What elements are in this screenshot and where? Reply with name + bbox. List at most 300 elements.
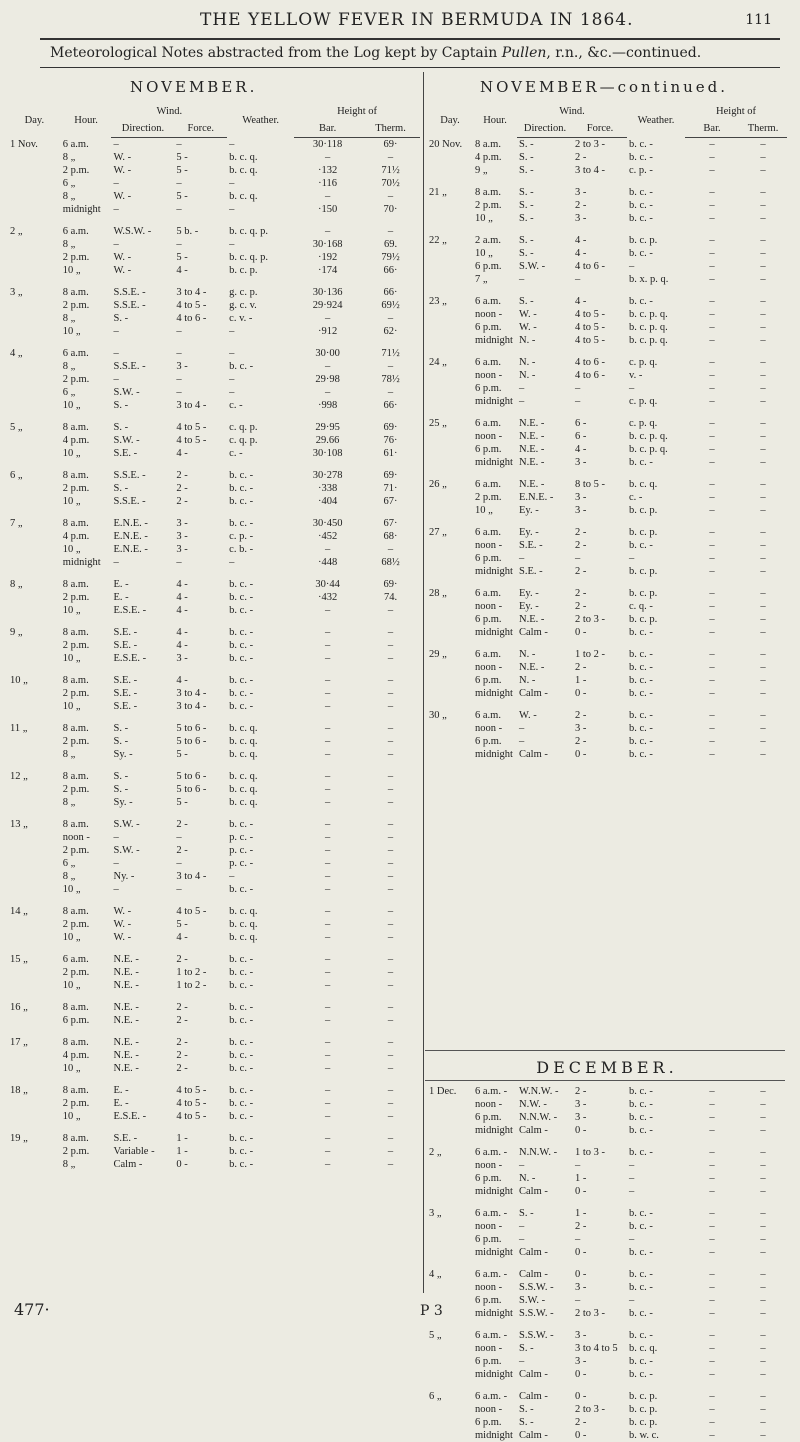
cell-direction: Calm - [519,627,548,638]
cell-bar: – [324,1037,331,1048]
cell-hour: 6 p.m. [475,736,502,747]
cell-direction: S. - [113,784,129,795]
cell-weather: c. p. - [629,165,653,176]
row-gap [8,761,420,770]
cell-weather: b. c. p. [229,265,258,276]
cell-bar: – [709,492,715,503]
row-spacer [427,639,787,648]
cell-weather: b. c. - [229,701,254,712]
cell-day: 6 „ [10,470,23,481]
cell-force: 0 - [575,749,587,760]
cell-force: 2 to 3 - [575,1404,606,1415]
cell-hour: midnight [475,1369,513,1380]
row-gap [8,338,420,347]
cell-day [8,748,61,761]
cell-therm: – [387,723,394,734]
cell-day: 24 „ [429,357,447,368]
cell-force: – [176,884,182,895]
table-row [8,264,420,277]
cell-day [427,199,473,212]
cell-bar: – [324,544,331,555]
table-row [8,931,420,944]
cell-weather: – [629,553,635,564]
cell-force: 4 to 5 - [176,435,207,446]
cell-weather: b. c. - [629,1125,653,1136]
cell-hour: noon - [475,1404,503,1415]
cell-day: 18 „ [10,1085,28,1096]
col-day: Day. [24,114,45,126]
table-row [8,177,420,190]
cell-bar: ·404 [317,496,338,507]
cell-therm: 61· [383,448,398,459]
cell-therm: – [387,191,394,202]
cell-day [427,613,473,626]
cell-therm: 69· [383,470,398,481]
cell-therm: 68½ [381,557,400,568]
table-row [8,1001,420,1014]
cell-weather: c. q. p. [229,422,258,433]
table-row [427,1307,787,1320]
cell-bar: 30·450 [312,518,343,529]
cell-weather: b. c. - [629,1086,653,1097]
cell-hour: 2 p.m. [62,919,90,930]
cell-weather: b. c. - [229,967,254,978]
table-row [427,709,787,722]
cell-therm: 69· [383,139,398,150]
cell-therm: – [387,919,394,930]
cell-direction: S. - [519,296,534,307]
cell-weather: b. c. - [629,662,653,673]
cell-direction: S.S.E. - [113,470,146,481]
cell-therm: – [760,248,766,259]
row-spacer [427,700,787,709]
cell-direction: S. - [519,235,534,246]
caption-rule [40,67,780,68]
cell-hour: 2 p.m. [62,688,90,699]
cell-hour: 6 p.m. [62,1015,90,1026]
cell-therm: – [760,736,766,747]
table-row [427,382,787,395]
row-gap [427,286,787,295]
cell-therm: 69½ [381,300,400,311]
cell-therm: – [760,614,766,625]
cell-hour: 2 p.m. [62,165,90,176]
cell-force: 3 - [176,531,188,542]
cell-day [8,299,61,312]
cell-direction: W. - [113,932,132,943]
cell-force: 2 to 3 - [575,1308,606,1319]
cell-weather: b. c. - [629,1208,653,1219]
cell-force: 5 - [176,165,188,176]
table-row [8,251,420,264]
cell-direction: S.W. - [113,819,140,830]
cell-force: 2 - [176,1015,188,1026]
cell-direction: – [113,374,119,385]
cell-weather: b. c. - [229,819,254,830]
row-gap [427,225,787,234]
cell-weather: c. p. q. [629,396,658,407]
cell-weather: c. q. - [629,601,653,612]
cell-bar: – [324,919,331,930]
cell-therm: 69· [383,579,398,590]
cell-weather: – [629,1295,635,1306]
cell-force: 5 to 6 - [176,784,207,795]
cell-therm: – [760,540,766,551]
cell-force: 0 - [575,1269,587,1280]
row-spacer [8,1027,420,1036]
cell-force: – [575,1295,581,1306]
table-row [427,443,787,456]
cell-bar: – [324,736,331,747]
cell-weather: b. c. - [629,675,653,686]
cell-direction: Ey. - [519,527,539,538]
cell-direction: Calm - [519,1269,548,1280]
cell-therm: – [760,1369,766,1380]
cell-therm: 76· [383,435,398,446]
cell-force: 0 - [575,1247,587,1258]
cell-bar: – [324,932,331,943]
cell-day [427,722,473,735]
cell-therm: – [387,797,394,808]
cell-weather: b. c. - [229,1159,254,1170]
cell-force: 0 - [575,688,587,699]
table-row [427,417,787,430]
table-row [8,421,420,434]
table-row [427,321,787,334]
cell-therm: 74. [383,592,398,603]
cell-bar: – [324,871,331,882]
cell-weather: – [629,1160,635,1171]
cell-bar: – [709,1247,715,1258]
cell-force: 4 to 5 - [575,322,606,333]
cell-force: 4 to 6 - [575,357,606,368]
cell-bar: – [324,226,331,237]
table-row [8,857,420,870]
cell-therm: – [760,1269,766,1280]
cell-weather: b. x. p. q. [629,274,669,285]
row-spacer [8,809,420,818]
cell-weather: b. w. c. [629,1430,659,1441]
cell-weather: c. p. q. [629,418,658,429]
cell-bar: 30·44 [315,579,340,590]
cell-hour: 7 „ [475,274,488,285]
table-row [427,1355,787,1368]
cell-bar: – [709,1173,715,1184]
cell-day [427,430,473,443]
table-row [427,1185,787,1198]
cell-bar: – [709,370,715,381]
cell-day [427,504,473,517]
cell-bar: – [709,187,715,198]
cell-weather: – [629,1173,635,1184]
cell-direction: S.E. - [113,448,138,459]
cell-day [427,369,473,382]
cell-therm: – [387,387,394,398]
cell-direction: S. - [519,248,534,259]
left-section-heading: NOVEMBER. [130,78,258,96]
table-row [8,203,420,216]
cell-direction: – [519,383,525,394]
footer-number: 477· [14,1300,50,1319]
cell-direction: E.N.E. - [113,544,148,555]
cell-day [8,735,61,748]
table-row [8,1132,420,1145]
cell-bar: – [709,736,715,747]
cell-day [427,395,473,408]
cell-force: 4 to 5 - [176,422,207,433]
cell-force: – [575,383,581,394]
cell-day: 15 „ [10,954,28,965]
cell-therm: – [760,1430,766,1441]
cell-bar: – [709,688,715,699]
cell-bar: 30·00 [315,348,340,359]
cell-direction: S.S.W. - [519,1282,554,1293]
cell-day [8,783,61,796]
row-gap [8,508,420,517]
cell-bar: – [709,139,715,150]
cell-day [8,399,61,412]
table-row [8,652,420,665]
cell-hour: 6 a.m. [62,348,89,359]
cell-therm: – [760,335,766,346]
cell-therm: – [760,1160,766,1171]
table-row [427,199,787,212]
cell-day [8,652,61,665]
cell-bar: – [709,309,715,320]
cell-force: 3 to 4 - [176,688,207,699]
cell-force: – [575,396,581,407]
cell-direction: Sy. - [113,749,133,760]
cell-therm: – [387,858,394,869]
cell-bar: – [709,457,715,468]
cell-force: 0 - [575,1391,587,1402]
cell-therm: 71· [383,483,398,494]
table-row [427,395,787,408]
cell-force: 1 to 2 - [176,980,207,991]
cell-day [8,530,61,543]
cell-direction: W. - [113,165,132,176]
table-row [427,164,787,177]
cell-therm: – [760,200,766,211]
cell-bar: – [709,396,715,407]
cell-hour: 8 a.m. [62,1037,89,1048]
cell-hour: 8 a.m. [475,187,501,198]
cell-therm: – [387,1111,394,1122]
cell-weather: b. c. - [629,1247,653,1258]
cell-force: 2 - [176,1050,188,1061]
cell-day [427,600,473,613]
cell-weather: c. - [229,400,243,411]
cell-direction: N. - [519,1173,536,1184]
cell-bar: 29.66 [315,435,340,446]
table-row [8,883,420,896]
cell-force: 1 - [575,675,587,686]
cell-direction: S. - [113,422,129,433]
cell-hour: 8 a.m. [62,906,89,917]
cell-direction: Calm - [519,749,548,760]
cell-day [427,1185,473,1198]
cell-hour: 10 „ [62,884,81,895]
cell-bar: – [709,1221,715,1232]
cell-direction: – [519,736,525,747]
table-row [8,674,420,687]
cell-day [427,1246,473,1259]
cell-day [427,674,473,687]
cell-weather: c. q. p. [229,435,258,446]
cell-direction: N.E. - [519,431,545,442]
table-row [427,1416,787,1429]
cell-day: 11 „ [10,723,28,734]
cell-weather: b. c. p. [629,614,658,625]
cell-hour: 10 „ [62,544,81,555]
row-gap [8,992,420,1001]
table-row [427,273,787,286]
table-row [8,591,420,604]
cell-therm: 67· [383,496,398,507]
row-spacer [8,665,420,674]
table-row [8,844,420,857]
cell-weather: b. c. - [229,470,254,481]
row-spacer [8,412,420,421]
cell-therm: – [760,1186,766,1197]
cell-therm: – [760,662,766,673]
cell-bar: – [324,884,331,895]
cell-weather: b. c. - [629,736,653,747]
cell-weather: b. c. - [629,1112,653,1123]
cell-force: 2 - [575,710,587,721]
cell-day: 12 „ [10,771,28,782]
cell-force: 1 to 2 - [575,649,606,660]
table-row [8,905,420,918]
cell-force: 4 - [575,444,587,455]
table-row [427,1233,787,1246]
cell-hour: 8 „ [62,152,76,163]
row-gap [8,665,420,674]
cell-hour: midnight [475,457,513,468]
cell-direction: E. - [113,579,129,590]
col-force: Force. [174,119,227,138]
cell-bar: – [324,954,331,965]
cell-weather: b. c. - [629,1147,653,1158]
cell-direction: N.E. - [113,954,139,965]
col-force: Force. [573,119,627,138]
row-gap [427,347,787,356]
table-row [8,469,420,482]
cell-direction: N.W. - [519,1099,547,1110]
cell-force: 0 - [575,627,587,638]
cell-weather: b. c. - [229,954,254,965]
cell-hour: 6 a.m. [475,649,501,660]
cell-bar: – [709,444,715,455]
cell-day [8,264,61,277]
cell-hour: 8 a.m. [62,518,89,529]
november-continued-rows [427,138,787,762]
cell-therm: – [387,653,394,664]
cell-day [8,373,61,386]
cell-hour: midnight [475,566,513,577]
row-spacer [427,1137,787,1146]
cell-therm: – [760,505,766,516]
cell-hour: 6 a.m. [475,588,501,599]
cell-direction: – [113,557,119,568]
cell-day: 16 „ [10,1002,28,1013]
cell-day: 20 Nov. [429,138,463,150]
row-spacer [427,1381,787,1390]
cell-direction: S.S.E. - [113,496,146,507]
cell-bar: – [709,165,715,176]
cell-force: 5 to 6 - [176,723,207,734]
cell-hour: 6 a.m. [62,954,89,965]
cell-direction: E. - [113,1085,129,1096]
cell-bar: – [324,1015,331,1026]
table-row [427,648,787,661]
cell-weather: b. c. - [629,749,653,760]
cell-weather: b. c. - [229,884,254,895]
cell-force: 5 - [176,191,188,202]
cell-direction: W. - [113,152,132,163]
cell-force: 6 - [575,431,587,442]
table-row [427,613,787,626]
cell-therm: – [760,566,766,577]
cell-day [427,1098,473,1111]
cell-force: 2 - [575,588,587,599]
cell-hour: 10 „ [62,980,81,991]
cell-therm: – [387,736,394,747]
cell-force: 1 to 2 - [176,967,207,978]
row-spacer [8,277,420,286]
cell-day: 28 „ [429,588,447,599]
cell-day: 3 „ [10,287,23,298]
cell-therm: – [387,1133,394,1144]
cell-direction: W. - [519,710,537,721]
cell-bar: – [709,505,715,516]
cell-direction: S. - [519,213,534,224]
col-direction: Direction. [111,119,174,138]
cell-bar: – [324,784,331,795]
cell-bar: – [324,688,331,699]
cell-direction: W. - [113,919,132,930]
cell-hour: 10 „ [62,448,81,459]
cell-direction: – [113,239,119,250]
table-row [427,151,787,164]
cell-therm: – [387,906,394,917]
cell-bar: – [709,152,715,163]
table-row [427,1146,787,1159]
cell-therm: – [760,213,766,224]
cell-day [8,870,61,883]
cell-force: 3 - [575,1099,587,1110]
cell-weather: b. c. p. [629,1391,658,1402]
row-gap [427,578,787,587]
cell-weather: – [229,138,235,150]
cell-bar: – [709,553,715,564]
table-row [427,600,787,613]
cell-day [8,844,61,857]
cell-hour: noon - [475,370,503,381]
cell-hour: 4 p.m. [475,152,502,163]
cell-day: 26 „ [429,479,447,490]
cell-direction: S.S.W. - [519,1330,554,1341]
cell-weather: b. c. - [629,213,653,224]
cell-direction: S. - [519,1208,534,1219]
cell-hour: 8 a.m. [62,723,89,734]
row-gap [8,713,420,722]
cell-therm: – [760,296,766,307]
cell-therm: – [760,1404,766,1415]
cell-weather: b. c. - [229,1037,254,1048]
cell-therm: – [760,1234,766,1245]
cell-hour: 6 p.m. [475,553,502,564]
